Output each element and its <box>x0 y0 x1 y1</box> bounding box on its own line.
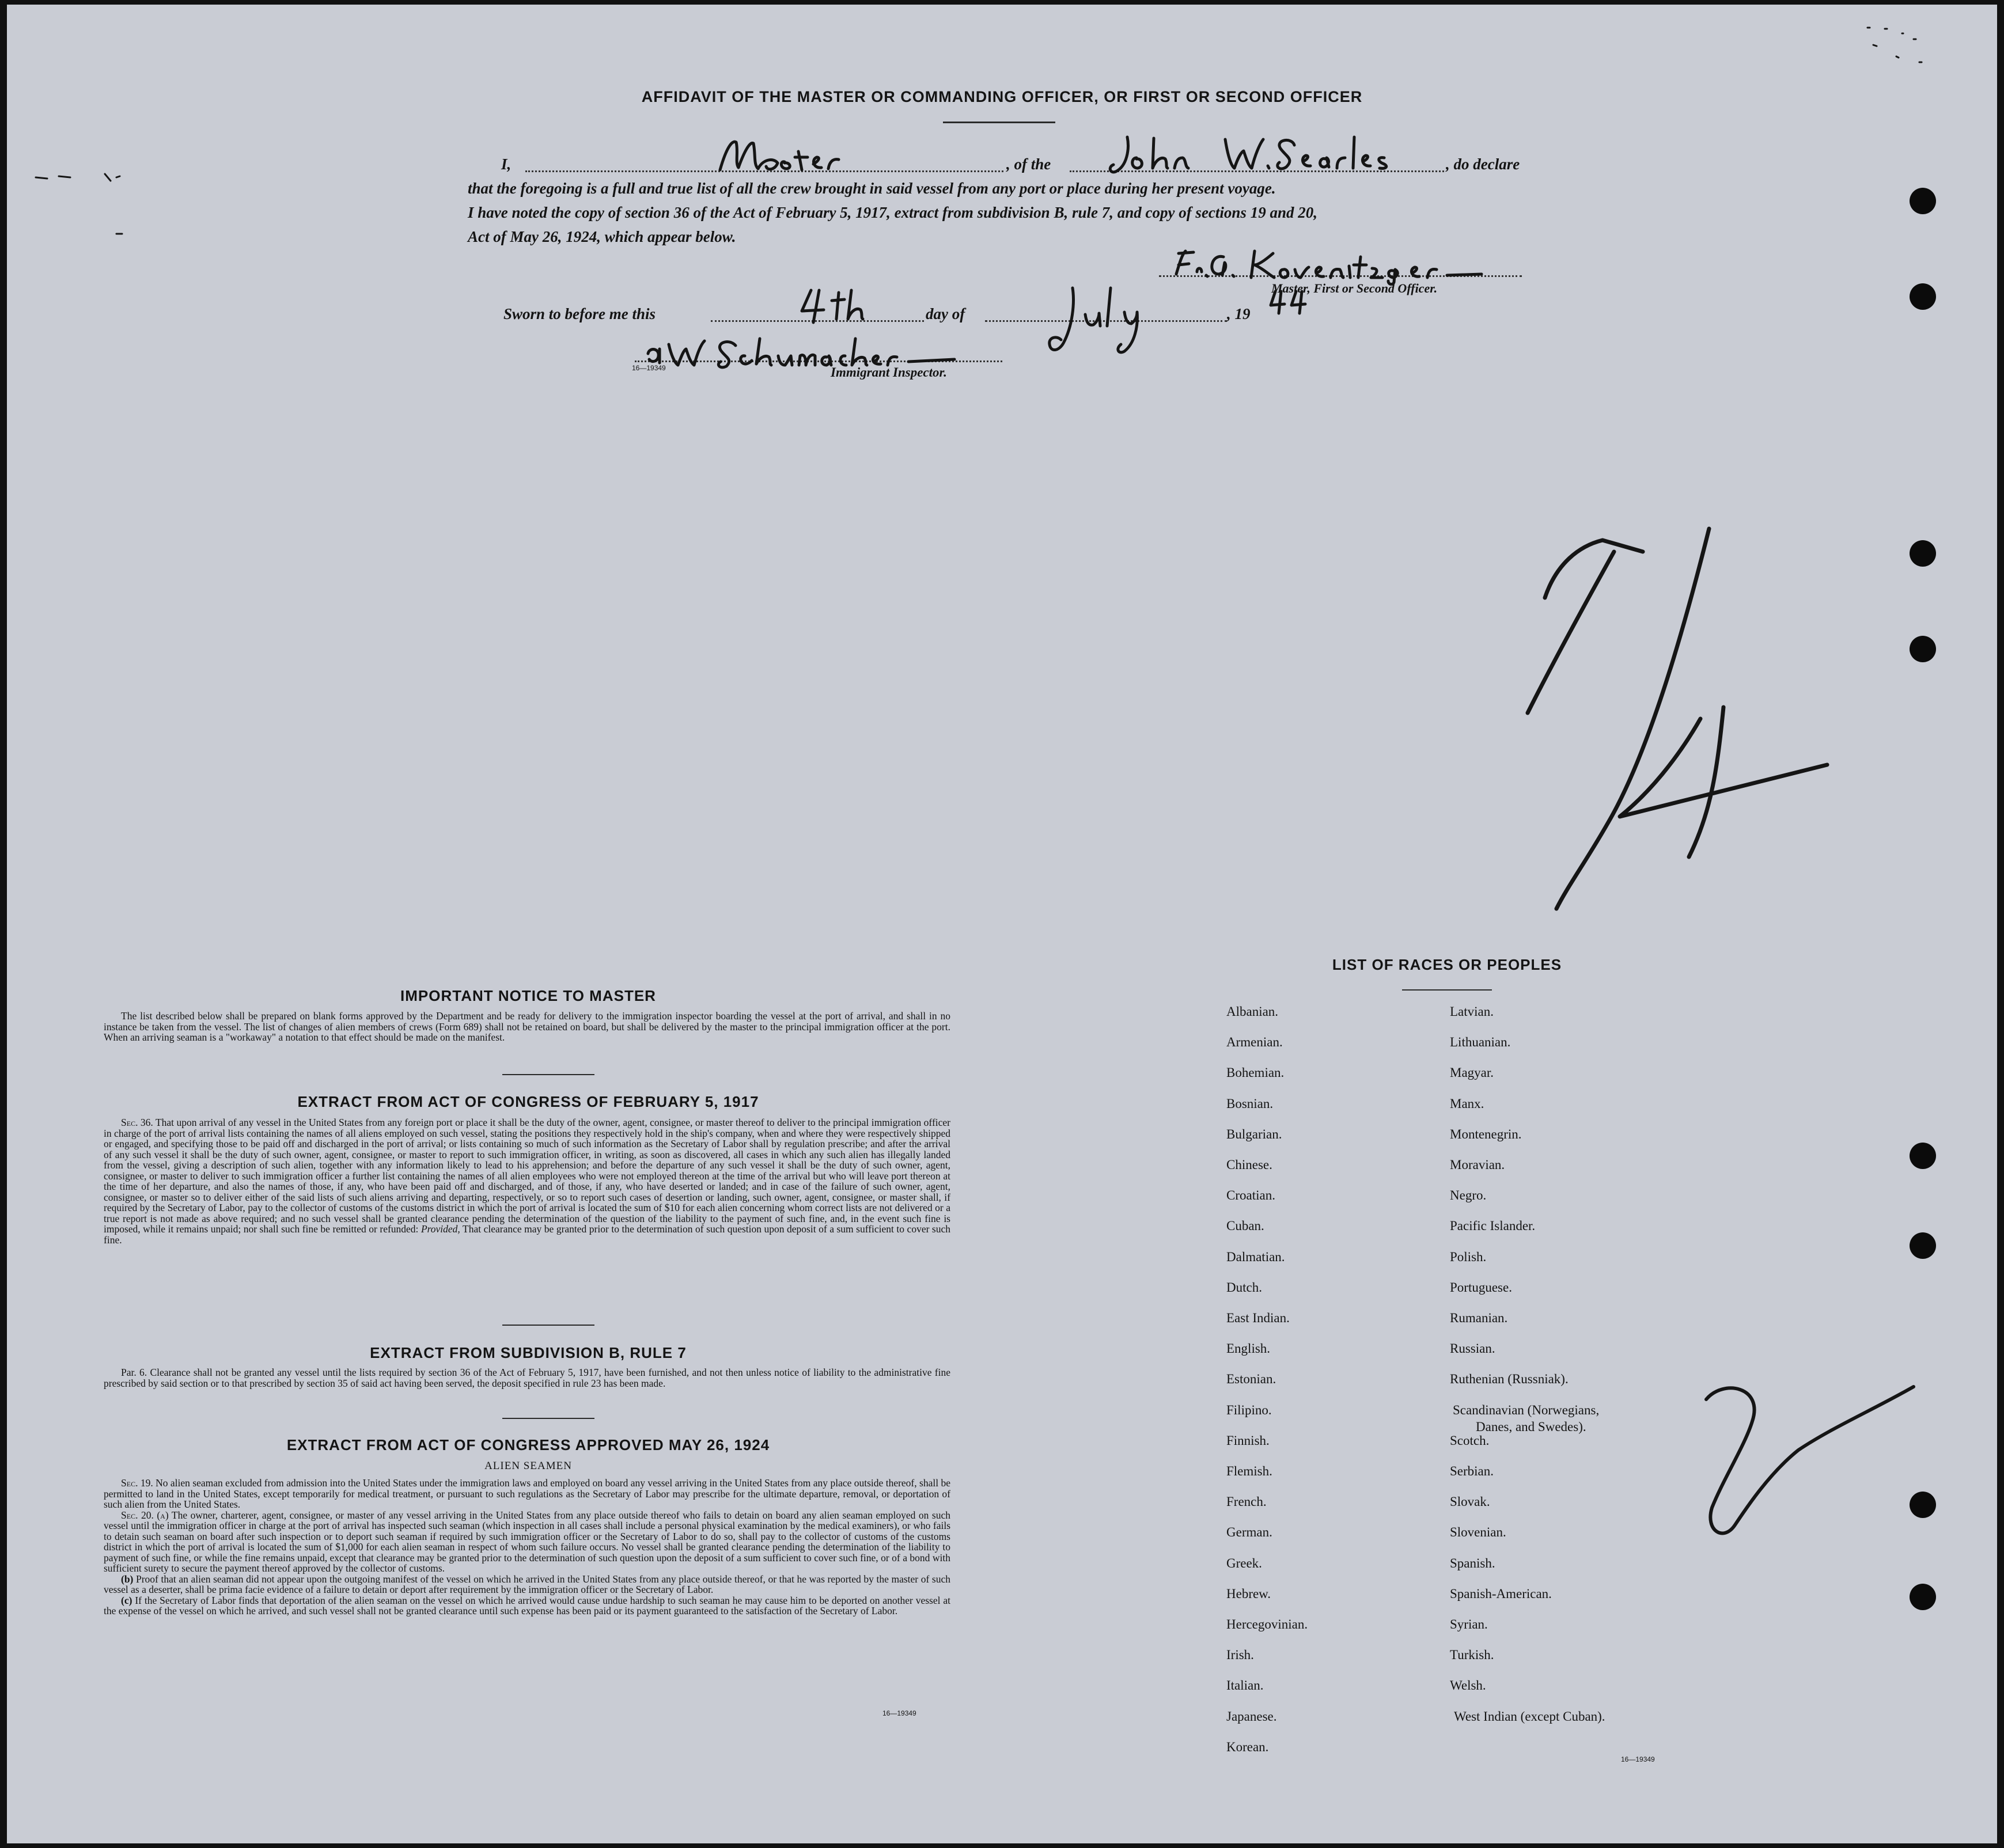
races-title: LIST OF RACES OR PEOPLES <box>1332 956 1562 973</box>
affidavit-line1-mid: , of the <box>1006 155 1051 173</box>
sec-20b-label: (b) <box>121 1573 134 1585</box>
race-item: Japanese. <box>1226 1709 1277 1724</box>
signer-caption: Master, First or Second Officer. <box>1271 281 1438 295</box>
rank-blank <box>525 170 1003 172</box>
race-item: Ruthenian (Russniak). <box>1450 1372 1569 1387</box>
race-item: Scotch. <box>1450 1433 1490 1448</box>
race-item: Turkish. <box>1450 1648 1494 1663</box>
extract-1917-title: EXTRACT FROM ACT OF CONGRESS OF FEBRUARY 5, 1917 <box>297 1093 759 1110</box>
punch-hole <box>1910 283 1936 310</box>
race-item: Pacific Islander. <box>1450 1219 1536 1234</box>
punch-hole <box>1910 1492 1936 1518</box>
affidavit-line1-end: , do declare <box>1446 155 1520 173</box>
handwritten-corner-mark <box>1700 1381 1919 1554</box>
sec-20c-label: (c) <box>121 1594 132 1606</box>
punch-hole <box>1910 540 1936 567</box>
notice-text <box>104 1011 950 1043</box>
race-item: Latvian. <box>1450 1004 1494 1019</box>
sworn-day-of: day of <box>926 305 965 322</box>
race-item: Korean. <box>1226 1739 1269 1754</box>
race-item: French. <box>1226 1494 1267 1509</box>
race-item: Flemish. <box>1226 1464 1272 1478</box>
notice-paragraph: The list described below shall be prepared on blank forms approved by the Department and be ready for delivery to the immigration inspector boarding the vessel at the port of arrival, and shall in no instance be taken from the vessel. The list of changes of alien members of crews (Form 689) shall not be retained on board, but shall be delivered by the master to the principal immigration officer at the port. When an arriving seaman is a "workaway" a notation to that effect should be made on the manifest. <box>104 1010 950 1043</box>
race-item: Bulgarian. <box>1226 1126 1282 1141</box>
section-divider <box>502 1325 594 1326</box>
race-item: Montenegrin. <box>1450 1126 1522 1141</box>
race-item: Manx. <box>1450 1096 1484 1111</box>
race-item: Dalmatian. <box>1226 1249 1285 1264</box>
race-item: Spanish-American. <box>1450 1586 1552 1601</box>
extract-1924-title: EXTRACT FROM ACT OF CONGRESS APPROVED MAY 26, 1924 <box>286 1436 770 1454</box>
affidavit-line3: I have noted the copy of section 36 of the Act of February 5, 1917, extract from subdivision B, rule 7, and copy of sections 19 and 20, <box>468 204 1317 221</box>
sec-20a-label: Sec. 20. (a) <box>121 1509 169 1521</box>
affidavit-line2: that the foregoing is a full and true list of all the crew brought in said vessel from any port or place during her present voyage. <box>468 180 1276 197</box>
section-divider <box>502 1074 594 1075</box>
inspector-signature-line <box>635 361 1002 362</box>
race-item: Russian. <box>1450 1341 1495 1356</box>
races-form-code: 16—19349 <box>1621 1755 1655 1763</box>
race-item: Slovak. <box>1450 1494 1490 1509</box>
section-divider <box>502 1418 594 1419</box>
race-item: West Indian (except Cuban). <box>1454 1709 1605 1724</box>
race-item: German. <box>1226 1525 1272 1540</box>
affidavit-line1-prefix: I, <box>501 155 512 173</box>
race-item: Albanian. <box>1226 1004 1279 1019</box>
subdivision-b-text <box>104 1367 950 1388</box>
margin-specks <box>30 166 145 246</box>
affidavit-form-code: 16—19349 <box>632 364 666 372</box>
sec-20a-body: The owner, charterer, agent, consignee, or master of any vessel arriving in the United States from any place outside thereof who fails to detain on board any alien seaman employed on such vessel until the immigration officer in charge at the port of arrival has inspected such seaman (which inspection in all cases shall include a personal physical examination by the medical examiners), or who fails to detain such seaman on board after such inspection or to deport such seaman if required by such immigration officer or the Secretary of Labor to do so, shall pay to the collector of customs of the customs district in which the port of arrival is located the sum of $1,000 for each alien seaman in respect of whom such failure occurs. No vessel shall be granted clearance pending the determination of the liability to payment of such fine, or while the fine remains unpaid, except that clearance may be granted prior to the determination of such question upon the deposit of a sum sufficient to cover such fine, or of a bond with sufficient surety to secure the payment thereof approved by the collector of customs. <box>104 1509 951 1574</box>
alien-seamen-subtitle: ALIEN SEAMEN <box>484 1460 572 1472</box>
races-divider <box>1402 989 1492 991</box>
race-item: Chinese. <box>1226 1158 1272 1172</box>
race-item: Filipino. <box>1226 1402 1272 1417</box>
race-item: Danes, and Swedes). <box>1476 1419 1586 1434</box>
race-item: Bosnian. <box>1226 1096 1274 1111</box>
sec-36-tail: That clearance may be granted prior to the determination of such question upon deposit of a sum sufficient to cover such fine. <box>104 1223 951 1246</box>
inspector-caption: Immigrant Inspector. <box>831 365 947 380</box>
race-item: Welsh. <box>1450 1678 1486 1693</box>
notice-form-code: 16—19349 <box>882 1709 916 1717</box>
race-item: Hebrew. <box>1226 1586 1271 1601</box>
subdivision-b-title: EXTRACT FROM SUBDIVISION B, RULE 7 <box>370 1344 687 1361</box>
race-item: Polish. <box>1450 1249 1487 1264</box>
affidavit-line4: Act of May 26, 1924, which appear below. <box>468 228 736 245</box>
sec-20b-body: Proof that an alien seaman did not appear upon the outgoing manifest of the vessel on which he arrived in the United States from any place outside thereof, or that he was reported by the master of such vessel as a deserter, shall be prima facie evidence of a failure to detain or deport after requirement by the immigration officer or the Secretary of Labor. <box>104 1573 950 1595</box>
sec-36-label: Sec. 36. <box>121 1117 153 1128</box>
race-item: Lithuanian. <box>1450 1035 1511 1050</box>
race-item: Portuguese. <box>1450 1280 1512 1295</box>
race-item: Dutch. <box>1226 1280 1262 1295</box>
race-item: Scandinavian (Norwegians, <box>1453 1402 1600 1417</box>
extract-1924-text <box>104 1478 950 1616</box>
month-blank <box>985 320 1227 322</box>
race-item: Cuban. <box>1226 1219 1264 1234</box>
sec-20c-body: If the Secretary of Labor finds that deportation of the alien seaman on the vessel on which he arrived would cause undue hardship to such seaman he may cause him to be deported on another vessel at the expense of the vessel on which he arrived, and such vessel shall not be granted clearance until such expense has been paid or its payment guaranteed to the satisfaction of the Secretary of Labor. <box>104 1594 951 1616</box>
sworn-year-prefix: , 19 <box>1227 305 1251 322</box>
sec-19-body: No alien seaman excluded from admission into the United States under the immigration laws and employed on board any vessel arriving in the United States from any place outside thereof, shall be permitted to land in the United States, except temporarily for medical treatment, or pursuant to such regulations as the Secretary of Labor may prescribe for the ultimate departure, removal, or deportation of such alien from the United States. <box>104 1477 950 1510</box>
race-item: Slovenian. <box>1450 1525 1506 1540</box>
race-item: East Indian. <box>1226 1311 1290 1325</box>
affidavit-title: AFFIDAVIT OF THE MASTER OR COMMANDING OFFICER, OR FIRST OR SECOND OFFICER <box>641 88 1363 105</box>
race-item: Greek. <box>1226 1555 1262 1570</box>
race-item: English. <box>1226 1341 1271 1356</box>
punch-hole <box>1910 636 1936 662</box>
punch-hole <box>1910 1232 1936 1259</box>
punch-hole <box>1910 1143 1936 1169</box>
race-item: Hercegovinian. <box>1226 1617 1308 1631</box>
race-item: Moravian. <box>1450 1158 1505 1172</box>
corner-specks <box>1862 16 1931 74</box>
handwritten-vessel-name <box>1104 131 1438 183</box>
subdivision-b-paragraph: Par. 6. Clearance shall not be granted any vessel until the lists required by section 36 of the Act of February 5, 1917, have been furnished, and not then unless notice of liability to the administrative fine prescribed by said section or to that prescribed by section 35 of said act having been served, the deposit specified in rule 23 has been made. <box>104 1367 950 1389</box>
day-blank <box>711 320 924 322</box>
handwritten-officer-signature <box>1170 245 1493 286</box>
handwritten-rank <box>715 134 854 180</box>
race-item: Croatian. <box>1226 1188 1275 1203</box>
race-item: Spanish. <box>1450 1555 1495 1570</box>
sec-19-label: Sec. 19. <box>121 1477 153 1489</box>
officer-signature-line <box>1159 275 1522 277</box>
race-item: Serbian. <box>1450 1464 1494 1478</box>
vessel-blank <box>1070 170 1444 172</box>
race-item: Finnish. <box>1226 1433 1270 1448</box>
title-divider <box>943 122 1055 123</box>
race-item: Magyar. <box>1450 1065 1494 1080</box>
extract-1917-text <box>104 1117 950 1245</box>
race-item: Estonian. <box>1226 1372 1276 1387</box>
race-item: Irish. <box>1226 1648 1254 1663</box>
sec-36-body: That upon arrival of any vessel in the United States from any foreign port or place it shall be the duty of the owner, agent, consignee, or master thereof to deliver to the principal immigration officer in charge of the port of arrival lists containing the names of all aliens employed on such vessel, stating the positions they respectively hold in the ship's company, when and where they were respectively shipped or engaged, and specifying those to be paid off and discharged in the port of arrival; or lists containing so much of such information as the Secretary of Labor shall by regulation prescribe; and after the arrival of any such vessel it shall be the duty of such owner, agent, consignee, or master to report to such immigration officer, in writing, as soon as discovered, all cases in which any such alien has illegally landed from the vessel, giving a description of such alien, together with any information likely to lead to his apprehension; and before the departure of any such vessel it shall be the duty of such owner, agent, consignee, or master to deliver to such immigration officer a further list containing the names of all alien employees who were not employed thereon at the time of the arrival but who will leave port thereon at the time of her departure, and also the names of those, if any, who have been paid off and discharged, and of those, if any, who have deserted or landed; and in case of the failure of such owner, agent, consignee, or master so to deliver either of the said lists of such aliens arriving and departing, respectively, or so to report such cases of desertion or landing, such owner, agent, consignee, or master shall, if required by the Secretary of Labor, pay to the collector of customs of the customs district in which the port of arrival is located the sum of $10 for each alien concerning whom correct lists are not delivered or a true report is not made as above required; and no such vessel shall be granted clearance pending the determination of the question of the liability to the payment of such fine, and, in the event such fine is imposed, while it remains unpaid; nor shall such fine be remitted or refunded: <box>104 1117 950 1235</box>
notice-title: IMPORTANT NOTICE TO MASTER <box>400 987 656 1004</box>
document-page <box>7 5 1997 1843</box>
race-item: Rumanian. <box>1450 1311 1508 1325</box>
sec-36-provided: Provided, <box>421 1223 460 1235</box>
handwritten-sheet-number <box>1470 511 1908 926</box>
race-item: Syrian. <box>1450 1617 1488 1631</box>
race-item: Negro. <box>1450 1188 1487 1203</box>
race-item: Bohemian. <box>1226 1065 1285 1080</box>
punch-hole <box>1910 188 1936 214</box>
race-item: Italian. <box>1226 1678 1264 1693</box>
punch-hole <box>1910 1584 1936 1610</box>
sworn-prefix: Sworn to before me this <box>503 305 656 322</box>
race-item: Armenian. <box>1226 1035 1283 1050</box>
